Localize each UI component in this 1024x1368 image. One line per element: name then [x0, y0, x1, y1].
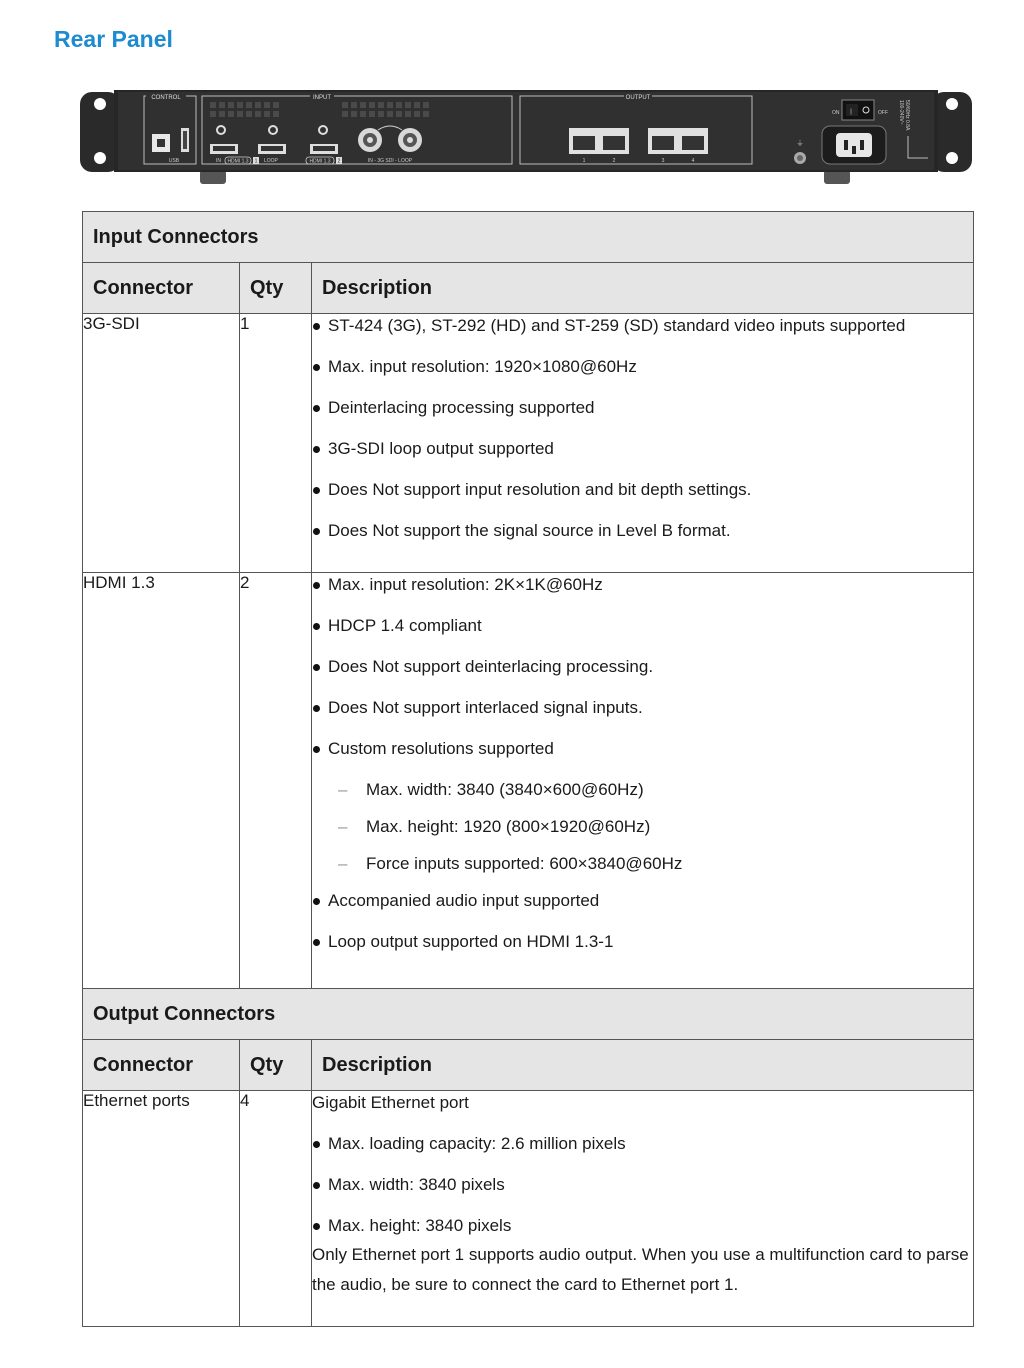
description-cell: [312, 1091, 974, 1327]
connector-cell: HDMI 1.3: [83, 573, 240, 989]
page-heading: Rear Panel: [54, 26, 173, 52]
list-item: Does Not support input resolution and bit depth settings.: [312, 478, 973, 502]
output-group-label: OUTPUT: [625, 95, 651, 101]
list-item: Custom resolutions supported: [312, 737, 973, 761]
feature-list: [312, 1132, 973, 1238]
list-item: Does Not support the signal source in Level B format.: [312, 519, 973, 543]
port-1-label: 1: [582, 158, 586, 164]
output-header-row: [83, 1040, 974, 1091]
qty-cell: 4: [240, 1091, 312, 1327]
power-rating-line-1: 50/60Hz 0.8A: [904, 100, 910, 131]
hdmi-loop-label: LOOP: [264, 158, 278, 164]
sub-list-item: – Force inputs supported: 600×3840@60Hz: [312, 852, 973, 876]
port-3-label: 3: [661, 158, 665, 164]
list-item: Deinterlacing processing supported: [312, 396, 973, 420]
list-item: 3G-SDI loop output supported: [312, 437, 973, 461]
rear-panel-image: [80, 88, 972, 190]
list-item: Max. width: 3840 pixels: [312, 1173, 973, 1197]
hdmi-13-label: HDMI 1.3: [227, 158, 249, 165]
list-item: ST-424 (3G), ST-292 (HD) and ST-259 (SD) standard video inputs supported: [312, 314, 973, 338]
list-item: Max. height: 3840 pixels: [312, 1214, 973, 1238]
list-item: Accompanied audio input supported: [312, 889, 973, 913]
power-rating-line-2: 100-240V~: [898, 100, 904, 125]
table-row: [83, 573, 974, 989]
qty-cell: 2: [240, 573, 312, 989]
input-group-label: INPUT: [313, 95, 331, 101]
ground-icon: ⏚: [796, 139, 804, 148]
qty-cell: 1: [240, 314, 312, 573]
connector-cell: Ethernet ports: [83, 1091, 240, 1327]
port-4-label: 4: [691, 158, 695, 164]
hdmi-13-2-number: 2: [337, 158, 341, 165]
usb-label: USB: [168, 158, 180, 164]
description-cell: [312, 314, 974, 573]
description-intro: Gigabit Ethernet port: [312, 1093, 469, 1112]
list-item: Max. input resolution: 2K×1K@60Hz: [312, 573, 973, 597]
hdmi-13-2-label: HDMI 1.3: [309, 158, 331, 165]
power-off-label: OFF: [878, 110, 888, 116]
input-header-row: [83, 263, 974, 314]
output-section-row: [83, 989, 974, 1040]
feature-list: [312, 314, 973, 543]
power-on-label: ON: [832, 110, 840, 116]
header-description: Description: [312, 263, 974, 314]
list-item: Max. input resolution: 1920×1080@60Hz: [312, 355, 973, 379]
sub-list-item: – Max. height: 1920 (800×1920@60Hz): [312, 815, 973, 839]
table-row: [83, 314, 974, 573]
audio-note: Only Ethernet port 1 supports audio output. When you use a multifunction card to parse the audio, be sure to connect the card to Ethernet port 1.: [312, 1245, 969, 1294]
table-row: [83, 1091, 974, 1327]
sub-list-item: – Max. width: 3840 (3840×600@60Hz): [312, 778, 973, 802]
input-section-title: Input Connectors: [83, 212, 974, 263]
output-section-title: Output Connectors: [83, 989, 974, 1040]
list-item: Loop output supported on HDMI 1.3-1: [312, 930, 973, 954]
port-2-label: 2: [612, 158, 616, 164]
list-item: Max. loading capacity: 2.6 million pixels: [312, 1132, 973, 1156]
svg-text:|: |: [850, 109, 852, 115]
hdmi-in-label: IN: [216, 158, 221, 164]
list-item: Does Not support deinterlacing processing.: [312, 655, 973, 679]
connector-cell: 3G-SDI: [83, 314, 240, 573]
input-section-row: [83, 212, 974, 263]
connectors-table: [82, 211, 974, 1327]
description-cell: [312, 573, 974, 989]
list-item: HDCP 1.4 compliant: [312, 614, 973, 638]
hdmi-13-number: 1: [254, 158, 258, 165]
sdi-label: IN - 3G SDI - LOOP: [367, 158, 413, 164]
header-qty: Qty: [240, 1040, 312, 1091]
header-connector: Connector: [83, 1040, 240, 1091]
control-group-label: CONTROL: [151, 95, 181, 101]
header-connector: Connector: [83, 263, 240, 314]
feature-list: [312, 573, 973, 954]
header-description: Description: [312, 1040, 974, 1091]
list-item: Does Not support interlaced signal inputs.: [312, 696, 973, 720]
header-qty: Qty: [240, 263, 312, 314]
